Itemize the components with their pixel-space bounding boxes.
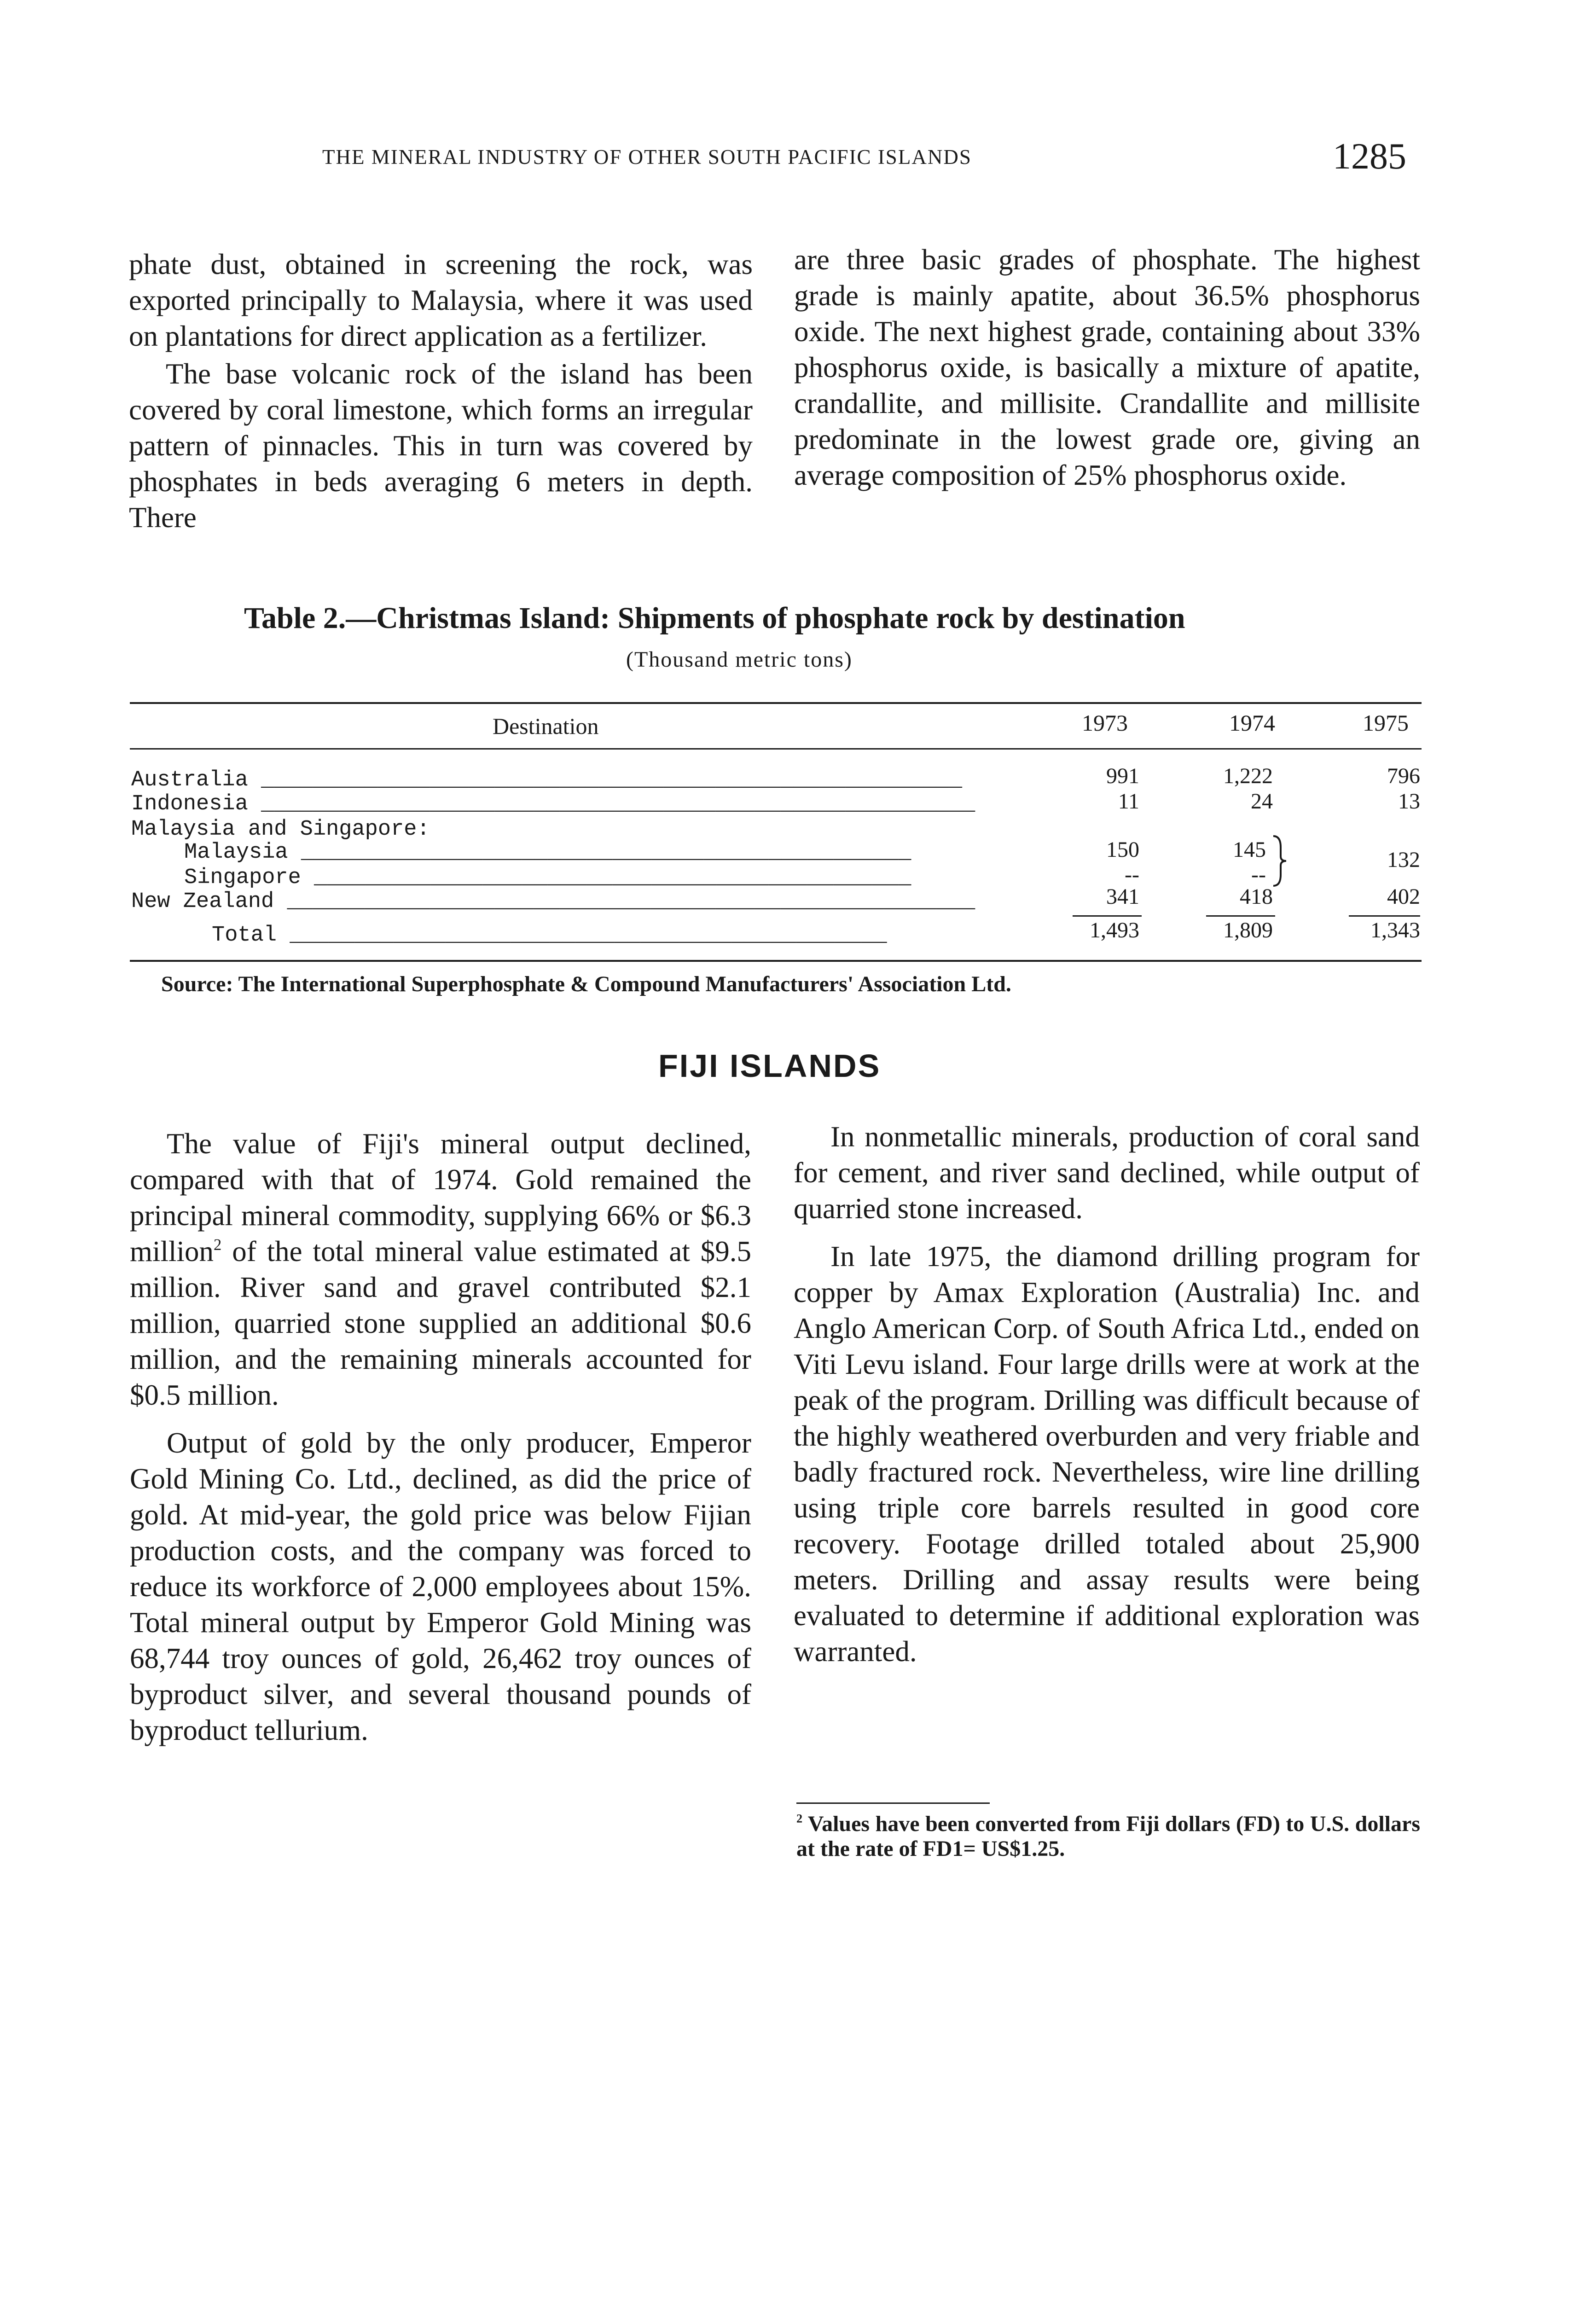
section-heading: FIJI ISLANDS (658, 1048, 881, 1084)
table-source-note: Source: The International Superphosphate & Compound Manufacturers' Association Ltd. (161, 972, 1011, 996)
table-group-label: Malaysia and Singapore: (131, 817, 430, 842)
column-header-1974: 1974 (1229, 710, 1275, 736)
top-right-column (794, 242, 1420, 493)
paragraph: are three basic grades of phosphate. The highest grade is mainly apatite, about 36.5% phosphorus oxide. The next highest grade, containing about 33% phosphorus oxide, is basically a mixture of apatite, crandallite, and millisite. Crandallite and millisite predominate in the lowest grade ore, giving an average composition of 25% phosphorus oxide. (794, 244, 1420, 491)
table-cell: 418 (1240, 884, 1273, 909)
paragraph: The value of Fiji's mineral output declined, compared with that of 1974. Gold remained the principal mineral commodity, supplying 66% or $6.3 million$^2$ of the total mineral value estimated at $9.5 million. River sand and gravel contributed $2.1 million, quarried stone supplied an additional $0.6 million, and the remaining minerals accounted for $0.5 million. (130, 1128, 751, 1411)
footnote: $^2$ Values have been converted from Fiji dollars (FD) to U.S. dollars at the rate of FD1= US$1.25. (796, 1811, 1420, 1861)
footnote-marker: 2 (796, 1811, 803, 1825)
table-cell: 24 (1251, 789, 1273, 814)
table-header-rule (130, 748, 1422, 750)
brace-icon (1271, 833, 1289, 889)
table-cell: 991 (1106, 764, 1139, 788)
table-row-label: Australia ______________________________________________________ (131, 768, 963, 792)
table-cell: 11 (1118, 789, 1139, 814)
table-unit: (Thousand metric tons) (626, 647, 853, 672)
subtotal-rule (1073, 915, 1142, 917)
table-row-label: Malaysia _______________________________________________ (184, 840, 911, 865)
column-header-1975: 1975 (1363, 710, 1409, 736)
table-row-label: Singapore ______________________________________________ (184, 866, 911, 890)
table-title: Table 2.—Christmas Island: Shipments of phosphate rock by destination (244, 601, 1185, 635)
footnote-reference: 2 (214, 1236, 222, 1254)
table-cell: 341 (1106, 884, 1139, 909)
running-header: THE MINERAL INDUSTRY OF OTHER SOUTH PACIFIC ISLANDS (322, 145, 972, 169)
table-cell: -- (1251, 862, 1266, 887)
paragraph: Output of gold by the only producer, Emperor Gold Mining Co. Ltd., declined, as did the price of gold. At mid-year, the gold price was below Fijian production costs, and the company was forced to reduce its workforce of 2,000 employees about 15%. Total mineral output by Emperor Gold Mining was 68,744 troy ounces of gold, 26,462 troy ounces of byproduct silver, and several thousand pounds of byproduct tellurium. (130, 1427, 751, 1746)
table-cell: -- (1125, 862, 1139, 887)
table-total-label: Total ______________________________________________ (212, 923, 887, 948)
subtotal-rule (1349, 915, 1420, 917)
table-total-cell: 1,343 (1370, 918, 1420, 942)
column-header-destination: Destination (493, 713, 599, 739)
paragraph: phate dust, obtained in screening the rock, was exported principally to Malaysia, where it was used on plantations for direct application as a fertilizer. (129, 248, 753, 352)
top-left-column (129, 246, 753, 535)
footnote-rule (796, 1802, 990, 1804)
paragraph: In late 1975, the diamond drilling program for copper by Amax Exploration (Australia) Inc. and Anglo American Corp. of South Africa Ltd., ended on Viti Levu island. Four large drills were at work at the peak of the program. Drilling was difficult because of the highly weathered overburden and very friable and badly fractured rock. Nevertheless, wire line drilling using triple core barrels resulted in good core recovery. Footage drilled totaled about 25,900 meters. Drilling and assay results were being evaluated to determine if additional exploration was warranted. (794, 1240, 1420, 1668)
table-cell: 132 (1387, 848, 1420, 872)
page-number: 1285 (1333, 136, 1406, 177)
table-cell: 1,222 (1223, 764, 1273, 788)
table-cell: 150 (1106, 837, 1139, 862)
paragraph: The base volcanic rock of the island has been covered by coral limestone, which forms an irregular pattern of pinnacles. This in turn was covered by phosphates in beds averaging 6 meters in depth. There (129, 358, 753, 534)
subtotal-rule (1206, 915, 1275, 917)
table-cell: 145 (1233, 837, 1266, 862)
table-cell: 796 (1387, 764, 1420, 788)
column-header-1973: 1973 (1082, 710, 1128, 736)
table-total-cell: 1,493 (1090, 918, 1139, 942)
fiji-right-column (794, 1119, 1420, 1669)
table-total-cell: 1,809 (1223, 918, 1273, 942)
paragraph: In nonmetallic minerals, production of coral sand for cement, and river sand declined, while output of quarried stone increased. (794, 1121, 1420, 1225)
table-cell: 402 (1387, 884, 1420, 909)
table-row-label: New Zealand _____________________________________________________ (131, 889, 975, 914)
fiji-left-column (130, 1126, 751, 1748)
table-cell: 13 (1398, 789, 1420, 814)
table-bottom-rule (130, 960, 1422, 962)
table-row-label: Indonesia _______________________________________________________ (131, 792, 975, 816)
table-top-rule (130, 702, 1422, 704)
